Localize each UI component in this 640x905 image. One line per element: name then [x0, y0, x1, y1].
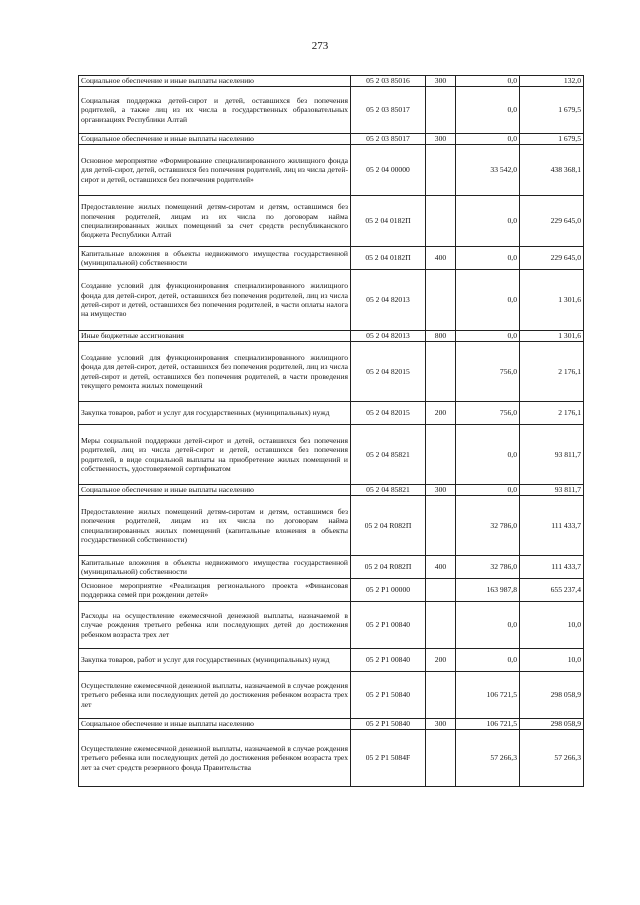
row-amount-2-cell: 2 176,1 [520, 342, 584, 402]
row-amount-2-cell: 298 058,9 [520, 719, 584, 730]
row-amount-2-cell: 111 433,7 [520, 556, 584, 579]
row-name-cell: Создание условий для функционирования специализированного жилищного фонда для детей-сирот, детей, оставшихся без попечения родителей, лиц из числа детей-сирот и детей, оставшихся без попечения родителей, в части проведения текущего ремонта жилых помещений [79, 342, 351, 402]
row-name-cell: Капитальные вложения в объекты недвижимого имущества государственной (муниципальной) собственности [79, 247, 351, 270]
table-row [79, 87, 584, 134]
row-name-cell: Капитальные вложения в объекты недвижимого имущества государственной (муниципальной) собственности [79, 556, 351, 579]
table-row [79, 556, 584, 579]
table-row [79, 331, 584, 342]
row-amount-2-cell: 93 811,7 [520, 425, 584, 485]
row-amount-1-cell: 0,0 [456, 196, 520, 247]
row-expense-type-cell: 300 [426, 76, 456, 87]
row-amount-2-cell: 10,0 [520, 649, 584, 672]
row-name-cell: Социальное обеспечение и иные выплаты населению [79, 719, 351, 730]
row-code-cell: 05 2 04 0182П [351, 196, 426, 247]
row-expense-type-cell: 300 [426, 485, 456, 496]
row-code-cell: 05 2 P1 00000 [351, 579, 426, 602]
table-row [79, 719, 584, 730]
row-expense-type-cell: 400 [426, 247, 456, 270]
row-amount-1-cell: 32 786,0 [456, 496, 520, 556]
row-code-cell: 05 2 04 R082П [351, 496, 426, 556]
row-amount-1-cell: 0,0 [456, 425, 520, 485]
row-name-cell: Основное мероприятие «Реализация регионального проекта «Финансовая поддержка семей при рождении детей» [79, 579, 351, 602]
row-name-cell: Социальная поддержка детей-сирот и детей, оставшихся без попечения родителей, а также лиц из их числа в государственных образовательных организациях Республики Алтай [79, 87, 351, 134]
row-amount-2-cell: 438 368,1 [520, 145, 584, 196]
row-expense-type-cell [426, 270, 456, 331]
row-amount-2-cell: 1 679,5 [520, 87, 584, 134]
table-row [79, 342, 584, 402]
row-expense-type-cell: 300 [426, 719, 456, 730]
row-amount-2-cell: 111 433,7 [520, 496, 584, 556]
row-name-cell: Социальное обеспечение и иные выплаты населению [79, 485, 351, 496]
row-name-cell: Предоставление жилых помещений детям-сиротам и детям, оставшимся без попечения родителей, лицам из их числа по договорам найма специализированных жилых помещений (капитальные вложения в объекты государственной собственности) [79, 496, 351, 556]
table-row [79, 579, 584, 602]
row-amount-2-cell: 1 679,5 [520, 134, 584, 145]
row-code-cell: 05 2 04 82013 [351, 331, 426, 342]
row-expense-type-cell [426, 196, 456, 247]
table-row [79, 402, 584, 425]
row-code-cell: 05 2 P1 00840 [351, 649, 426, 672]
row-code-cell: 05 2 04 R082П [351, 556, 426, 579]
table-row [79, 485, 584, 496]
row-name-cell: Осуществление ежемесячной денежной выплаты, назначаемой в случае рождения третьего ребенка или последующих детей до достижения ребенком возраста трех лет [79, 672, 351, 719]
row-code-cell: 05 2 P1 5084F [351, 730, 426, 787]
row-code-cell: 05 2 03 85016 [351, 76, 426, 87]
row-code-cell: 05 2 P1 00840 [351, 602, 426, 649]
row-amount-1-cell: 106 721,5 [456, 672, 520, 719]
table-row [79, 425, 584, 485]
row-name-cell: Меры социальной поддержки детей-сирот и детей, оставшихся без попечения родителей, лиц из числа детей-сирот и детей, оставшихся без попечения родителей, в виде социальной выплаты на приобретение жилых помещений и собственность, удостоверяемой сертификатом [79, 425, 351, 485]
row-expense-type-cell: 200 [426, 649, 456, 672]
row-code-cell: 05 2 04 82013 [351, 270, 426, 331]
table-row [79, 270, 584, 331]
row-expense-type-cell [426, 730, 456, 787]
row-amount-1-cell: 0,0 [456, 247, 520, 270]
row-amount-1-cell: 0,0 [456, 485, 520, 496]
table-row [79, 672, 584, 719]
row-name-cell: Социальное обеспечение и иные выплаты населению [79, 134, 351, 145]
row-name-cell: Закупка товаров, работ и услуг для государственных (муниципальных) нужд [79, 402, 351, 425]
row-amount-1-cell: 0,0 [456, 270, 520, 331]
row-expense-type-cell: 400 [426, 556, 456, 579]
table-row [79, 196, 584, 247]
table-row [79, 134, 584, 145]
row-amount-2-cell: 229 645,0 [520, 196, 584, 247]
table-row [79, 76, 584, 87]
row-name-cell: Социальное обеспечение и иные выплаты населению [79, 76, 351, 87]
row-amount-2-cell: 1 301,6 [520, 270, 584, 331]
table-row [79, 649, 584, 672]
row-amount-1-cell: 0,0 [456, 87, 520, 134]
row-amount-2-cell: 132,0 [520, 76, 584, 87]
row-expense-type-cell [426, 579, 456, 602]
row-expense-type-cell [426, 342, 456, 402]
row-code-cell: 05 2 04 85821 [351, 425, 426, 485]
row-name-cell: Основное мероприятие «Формирование специализированного жилищного фонда для детей-сирот, детей, оставшихся без попечения родителей, лиц из числа детей-сирот и детей, оставшихся без попечения родителей» [79, 145, 351, 196]
row-amount-1-cell: 0,0 [456, 331, 520, 342]
row-amount-1-cell: 756,0 [456, 342, 520, 402]
row-amount-2-cell: 229 645,0 [520, 247, 584, 270]
row-expense-type-cell: 300 [426, 134, 456, 145]
row-amount-2-cell: 93 811,7 [520, 485, 584, 496]
row-amount-2-cell: 57 266,3 [520, 730, 584, 787]
row-amount-1-cell: 0,0 [456, 134, 520, 145]
row-amount-2-cell: 298 058,9 [520, 672, 584, 719]
table-row [79, 496, 584, 556]
row-code-cell: 05 2 04 85821 [351, 485, 426, 496]
row-expense-type-cell: 200 [426, 402, 456, 425]
budget-table [78, 75, 584, 787]
row-expense-type-cell [426, 87, 456, 134]
row-name-cell: Создание условий для функционирования специализированного жилищного фонда для детей-сирот, детей, оставшихся без попечения родителей, лиц из числа детей-сирот и детей, оставшихся без попечения родителей, в части оплаты налога на имущество [79, 270, 351, 331]
row-name-cell: Осуществление ежемесячной денежной выплаты, назначаемой в случае рождения третьего ребенка или последующих детей до достижения ребенком возраста трех лет за счет средств резервного фонда Правительства [79, 730, 351, 787]
row-code-cell: 05 2 03 85017 [351, 134, 426, 145]
row-expense-type-cell [426, 496, 456, 556]
row-expense-type-cell [426, 425, 456, 485]
row-amount-1-cell: 32 786,0 [456, 556, 520, 579]
row-name-cell: Расходы на осуществление ежемесячной денежной выплаты, назначаемой в случае рождения третьего ребенка или последующих детей до достижения ребенком возраста трех лет [79, 602, 351, 649]
row-amount-1-cell: 57 266,3 [456, 730, 520, 787]
row-code-cell: 05 2 03 85017 [351, 87, 426, 134]
row-amount-2-cell: 2 176,1 [520, 402, 584, 425]
row-amount-1-cell: 0,0 [456, 649, 520, 672]
row-amount-1-cell: 756,0 [456, 402, 520, 425]
row-amount-1-cell: 33 542,0 [456, 145, 520, 196]
row-name-cell: Предоставление жилых помещений детям-сиротам и детям, оставшимся без попечения родителей, лицам из их числа по договорам найма специализированных жилых помещений за счет средств республиканского бюджета Республики Алтай [79, 196, 351, 247]
row-amount-1-cell: 163 987,8 [456, 579, 520, 602]
row-expense-type-cell [426, 602, 456, 649]
row-name-cell: Иные бюджетные ассигнования [79, 331, 351, 342]
row-expense-type-cell [426, 145, 456, 196]
table-row [79, 730, 584, 787]
budget-table-body [79, 76, 584, 787]
row-amount-1-cell: 0,0 [456, 76, 520, 87]
page-number: 273 [311, 40, 329, 52]
table-row [79, 602, 584, 649]
table-row [79, 145, 584, 196]
row-code-cell: 05 2 04 82015 [351, 342, 426, 402]
row-code-cell: 05 2 P1 50840 [351, 719, 426, 730]
row-expense-type-cell: 800 [426, 331, 456, 342]
row-amount-1-cell: 106 721,5 [456, 719, 520, 730]
row-amount-1-cell: 0,0 [456, 602, 520, 649]
row-code-cell: 05 2 04 00000 [351, 145, 426, 196]
row-name-cell: Закупка товаров, работ и услуг для государственных (муниципальных) нужд [79, 649, 351, 672]
row-expense-type-cell [426, 672, 456, 719]
row-amount-2-cell: 1 301,6 [520, 331, 584, 342]
row-code-cell: 05 2 P1 50840 [351, 672, 426, 719]
row-code-cell: 05 2 04 82015 [351, 402, 426, 425]
row-amount-2-cell: 10,0 [520, 602, 584, 649]
row-amount-2-cell: 655 237,4 [520, 579, 584, 602]
row-code-cell: 05 2 04 0182П [351, 247, 426, 270]
table-row [79, 247, 584, 270]
